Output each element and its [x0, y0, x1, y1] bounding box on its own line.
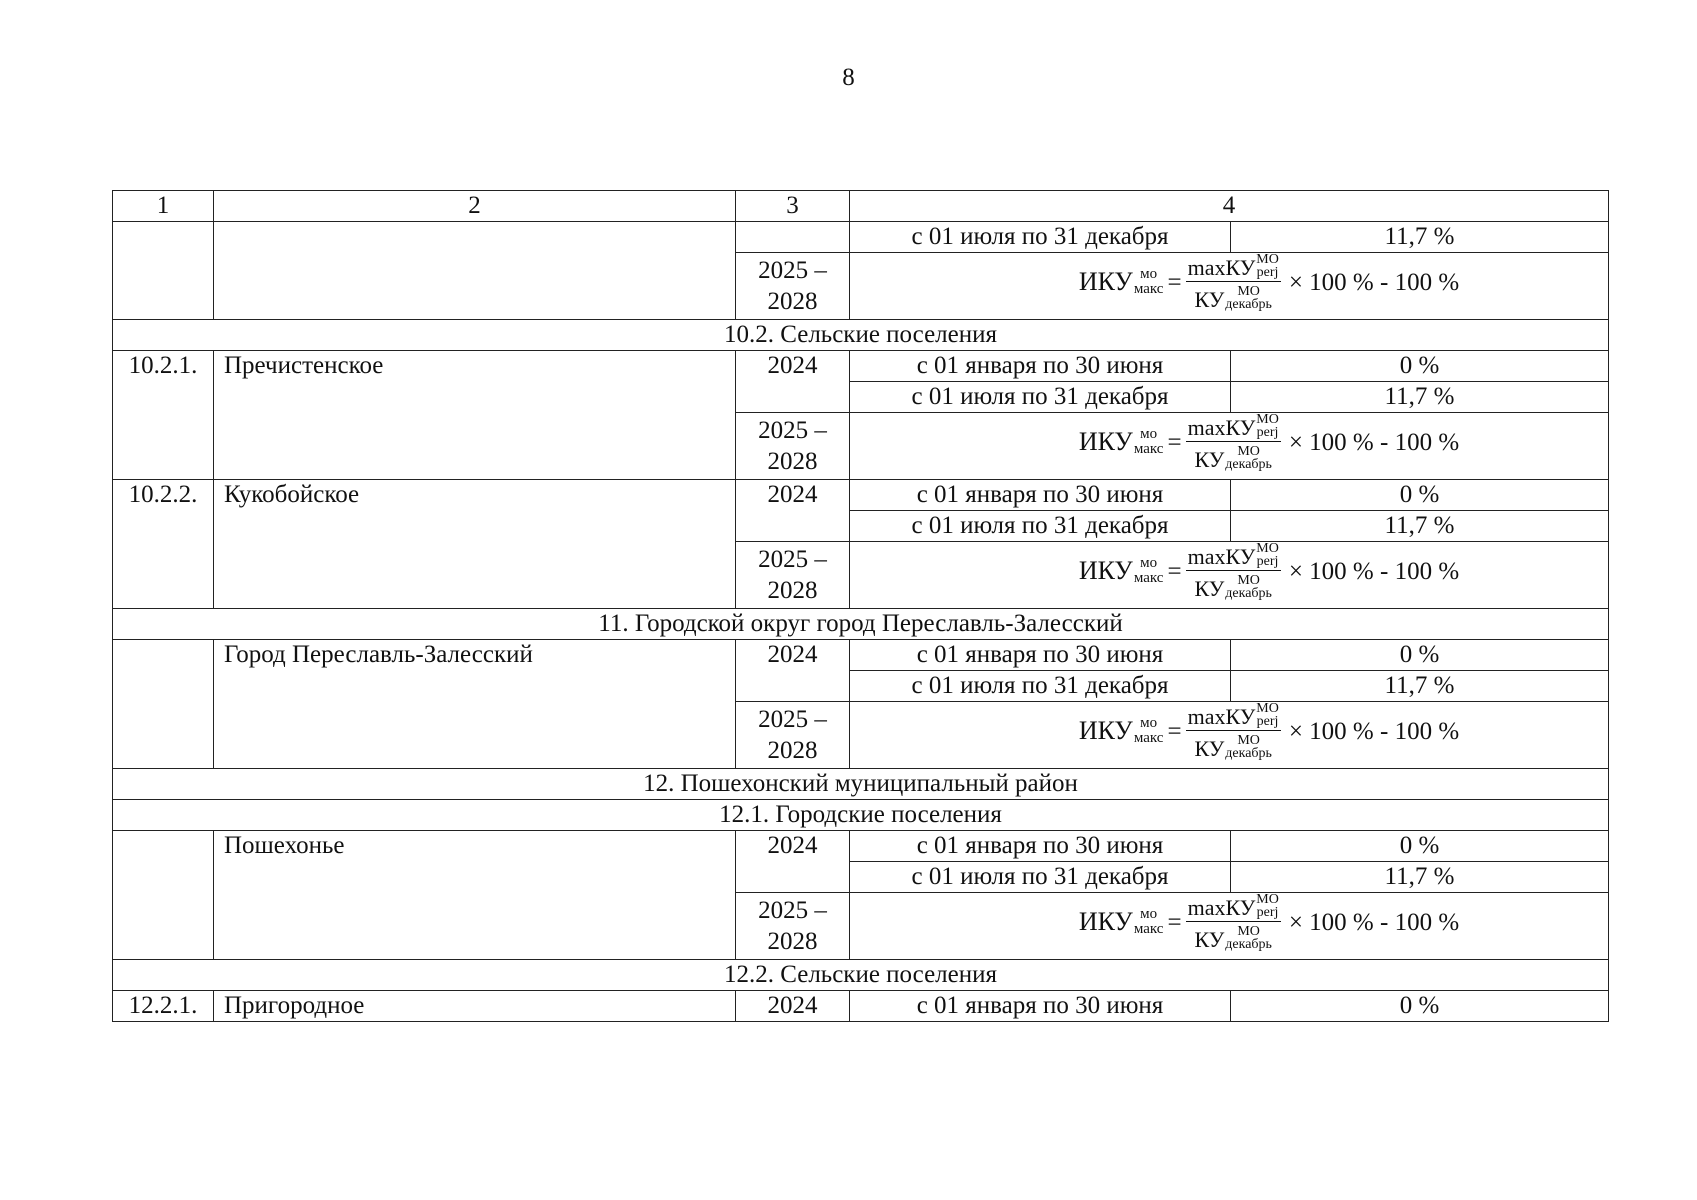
formula-den-sup: МО	[1237, 444, 1260, 459]
formula-fraction	[1186, 253, 1281, 311]
value-cell: 11,7 %	[1231, 862, 1609, 893]
year-cell: 2024	[736, 831, 850, 893]
formula-tail: × 100 % - 100 %	[1288, 428, 1460, 456]
formula-lhs	[1079, 427, 1164, 457]
number-cell: 12.2.1.	[113, 991, 214, 1022]
value-cell: 11,7 %	[1231, 671, 1609, 702]
formula-lhs-base: ИКУ	[1078, 556, 1133, 585]
number-cell	[113, 222, 214, 320]
formula-equals: =	[1167, 268, 1182, 296]
formula-num-sup: МО	[1256, 541, 1279, 556]
formula	[1079, 702, 1459, 760]
year-cell: 2024	[736, 991, 850, 1022]
section-row	[113, 800, 1609, 831]
formula-num-sup: МО	[1256, 252, 1279, 267]
value-cell: 11,7 %	[1231, 382, 1609, 413]
formula-lhs-indices	[1134, 716, 1164, 746]
formula-slot	[999, 892, 1460, 952]
formula-num-sub: perj	[1256, 905, 1279, 920]
section-title: 12.2. Сельские поселения	[113, 960, 1609, 991]
formula-den-indices	[1225, 574, 1272, 600]
period-cell: с 01 июля по 31 декабря	[850, 382, 1231, 413]
formula-lhs-indices	[1134, 267, 1164, 297]
formula-num-sub: perj	[1256, 425, 1279, 440]
value-cell: 0 %	[1231, 640, 1609, 671]
formula-fraction	[1186, 893, 1281, 951]
table-body	[113, 191, 1609, 1022]
formula-tail: × 100 % - 100 %	[1288, 717, 1460, 745]
formula-den-sub: декабрь	[1225, 297, 1272, 312]
formula-den-sup: МО	[1237, 733, 1260, 748]
year-range-cell	[736, 893, 850, 960]
table-row	[113, 351, 1609, 382]
number-cell	[113, 831, 214, 960]
period-cell: с 01 июля по 31 декабря	[850, 511, 1231, 542]
formula-fraction	[1186, 702, 1281, 760]
formula-cell	[850, 413, 1609, 480]
formula-lhs-sup: мо	[1140, 906, 1158, 922]
section-title: 11. Городской округ город Переславль-Залесский	[113, 609, 1609, 640]
value-cell: 0 %	[1231, 351, 1609, 382]
formula-den-base: КУ	[1194, 927, 1225, 952]
formula-den-sup: МО	[1237, 924, 1260, 939]
table-row	[113, 991, 1609, 1022]
name-cell: Пречистенское	[214, 351, 736, 480]
formula-cell	[850, 893, 1609, 960]
header-cell: 1	[113, 191, 214, 222]
year-range-cell	[736, 253, 850, 320]
name-cell: Пригородное	[214, 991, 736, 1022]
section-row	[113, 960, 1609, 991]
year-range: 2025 – 2028	[758, 706, 827, 764]
year-cell: 2024	[736, 640, 850, 702]
formula-num-base: maxКУ	[1187, 895, 1256, 920]
number-cell: 10.2.1.	[113, 351, 214, 480]
formula-lhs-base: ИКУ	[1078, 427, 1133, 456]
formula-den-base: КУ	[1194, 576, 1225, 601]
formula-den-sub: декабрь	[1225, 937, 1272, 952]
formula-slot	[999, 701, 1460, 761]
formula-cell	[850, 542, 1609, 609]
value-cell: 0 %	[1231, 480, 1609, 511]
formula-lhs-sub: макс	[1133, 441, 1164, 457]
header-cell: 4	[850, 191, 1609, 222]
table-row	[113, 640, 1609, 671]
year-cell: 2024	[736, 351, 850, 413]
period-cell: с 01 января по 30 июня	[850, 640, 1231, 671]
header-row	[113, 191, 1609, 222]
formula-lhs	[1079, 716, 1164, 746]
formula-equals: =	[1167, 428, 1182, 456]
formula-den-sub: декабрь	[1225, 457, 1272, 472]
formula-den-indices	[1225, 445, 1272, 471]
formula-den-base: КУ	[1194, 447, 1225, 472]
formula-lhs-indices	[1134, 907, 1164, 937]
formula-num-indices	[1256, 253, 1279, 279]
year-range: 2025 – 2028	[758, 546, 827, 604]
formula-tail: × 100 % - 100 %	[1288, 908, 1460, 936]
tariff-table	[112, 190, 1609, 1022]
formula-numerator	[1186, 893, 1281, 922]
formula-den-indices	[1225, 925, 1272, 951]
formula-lhs-base: ИКУ	[1078, 716, 1133, 745]
formula-numerator	[1186, 253, 1281, 282]
formula-lhs-base: ИКУ	[1078, 907, 1133, 936]
formula-num-indices	[1256, 893, 1279, 919]
period-cell: с 01 июля по 31 декабря	[850, 671, 1231, 702]
table-row	[113, 480, 1609, 511]
year-cell: 2024	[736, 480, 850, 542]
name-cell: Кукобойское	[214, 480, 736, 609]
period-cell: с 01 января по 30 июня	[850, 991, 1231, 1022]
formula-num-indices	[1256, 542, 1279, 568]
table-row	[113, 222, 1609, 253]
year-range-cell	[736, 702, 850, 769]
formula-lhs-sup: мо	[1140, 266, 1158, 282]
period-cell: с 01 июля по 31 декабря	[850, 862, 1231, 893]
section-row	[113, 769, 1609, 800]
header-cell: 2	[214, 191, 736, 222]
header-cell: 3	[736, 191, 850, 222]
formula-num-indices	[1256, 413, 1279, 439]
table-row	[113, 831, 1609, 862]
formula-lhs	[1079, 267, 1164, 297]
year-cell	[736, 222, 850, 253]
formula-slot	[999, 412, 1460, 472]
formula-denominator	[1192, 282, 1273, 311]
formula-num-sup: МО	[1256, 892, 1279, 907]
formula-denominator	[1192, 731, 1273, 760]
period-cell: с 01 января по 30 июня	[850, 831, 1231, 862]
year-range: 2025 – 2028	[758, 897, 827, 955]
formula-num-base: maxКУ	[1187, 255, 1256, 280]
year-range: 2025 – 2028	[758, 417, 827, 475]
formula-num-sup: МО	[1256, 412, 1279, 427]
formula	[1079, 893, 1459, 951]
period-cell: с 01 января по 30 июня	[850, 480, 1231, 511]
formula-lhs-indices	[1134, 427, 1164, 457]
formula-den-base: КУ	[1194, 736, 1225, 761]
formula-lhs-sub: макс	[1133, 730, 1164, 746]
year-range-cell	[736, 542, 850, 609]
name-cell	[214, 222, 736, 320]
formula-lhs-sub: макс	[1133, 281, 1164, 297]
formula-lhs	[1079, 907, 1164, 937]
formula-num-indices	[1256, 702, 1279, 728]
formula-tail: × 100 % - 100 %	[1288, 268, 1460, 296]
formula-lhs-indices	[1134, 556, 1164, 586]
formula-lhs	[1079, 556, 1164, 586]
formula-den-sup: МО	[1237, 573, 1260, 588]
formula-num-base: maxКУ	[1187, 704, 1256, 729]
section-row	[113, 320, 1609, 351]
formula-den-indices	[1225, 285, 1272, 311]
period-cell: с 01 января по 30 июня	[850, 351, 1231, 382]
formula-lhs-sub: макс	[1133, 570, 1164, 586]
formula	[1079, 542, 1459, 600]
formula-den-sub: декабрь	[1225, 746, 1272, 761]
formula-denominator	[1192, 922, 1273, 951]
formula-num-sub: perj	[1256, 714, 1279, 729]
formula-numerator	[1186, 542, 1281, 571]
formula-lhs-sup: мо	[1140, 426, 1158, 442]
formula-denominator	[1192, 571, 1273, 600]
value-cell: 11,7 %	[1231, 222, 1609, 253]
section-title: 12. Пошехонский муниципальный район	[113, 769, 1609, 800]
formula-den-sup: МО	[1237, 284, 1260, 299]
formula-fraction	[1186, 413, 1281, 471]
formula-lhs-sup: мо	[1140, 555, 1158, 571]
period-cell: с 01 июля по 31 декабря	[850, 222, 1231, 253]
number-cell: 10.2.2.	[113, 480, 214, 609]
formula-equals: =	[1167, 717, 1182, 745]
formula-den-sub: декабрь	[1225, 586, 1272, 601]
value-cell: 0 %	[1231, 831, 1609, 862]
section-title: 10.2. Сельские поселения	[113, 320, 1609, 351]
year-range-cell	[736, 413, 850, 480]
formula-denominator	[1192, 442, 1273, 471]
formula-numerator	[1186, 702, 1281, 731]
value-cell: 11,7 %	[1231, 511, 1609, 542]
formula-den-indices	[1225, 734, 1272, 760]
page-number: 8	[842, 64, 855, 91]
formula-fraction	[1186, 542, 1281, 600]
formula-equals: =	[1167, 908, 1182, 936]
formula-den-base: КУ	[1194, 287, 1225, 312]
formula-cell	[850, 253, 1609, 320]
year-range: 2025 – 2028	[758, 257, 827, 315]
formula-num-base: maxКУ	[1187, 544, 1256, 569]
formula-lhs-base: ИКУ	[1078, 267, 1133, 296]
name-cell: Пошехонье	[214, 831, 736, 960]
formula-num-base: maxКУ	[1187, 415, 1256, 440]
formula-slot	[999, 541, 1460, 601]
formula	[1079, 253, 1459, 311]
section-row	[113, 609, 1609, 640]
formula-numerator	[1186, 413, 1281, 442]
formula-slot	[999, 252, 1460, 312]
formula-lhs-sup: мо	[1140, 715, 1158, 731]
section-title: 12.1. Городские поселения	[113, 800, 1609, 831]
formula-tail: × 100 % - 100 %	[1288, 557, 1460, 585]
formula-num-sub: perj	[1256, 265, 1279, 280]
number-cell	[113, 640, 214, 769]
formula-lhs-sub: макс	[1133, 921, 1164, 937]
formula-cell	[850, 702, 1609, 769]
formula-num-sup: МО	[1256, 701, 1279, 716]
formula-equals: =	[1167, 557, 1182, 585]
value-cell: 0 %	[1231, 991, 1609, 1022]
formula	[1079, 413, 1459, 471]
formula-num-sub: perj	[1256, 554, 1279, 569]
name-cell: Город Переславль-Залесский	[214, 640, 736, 769]
